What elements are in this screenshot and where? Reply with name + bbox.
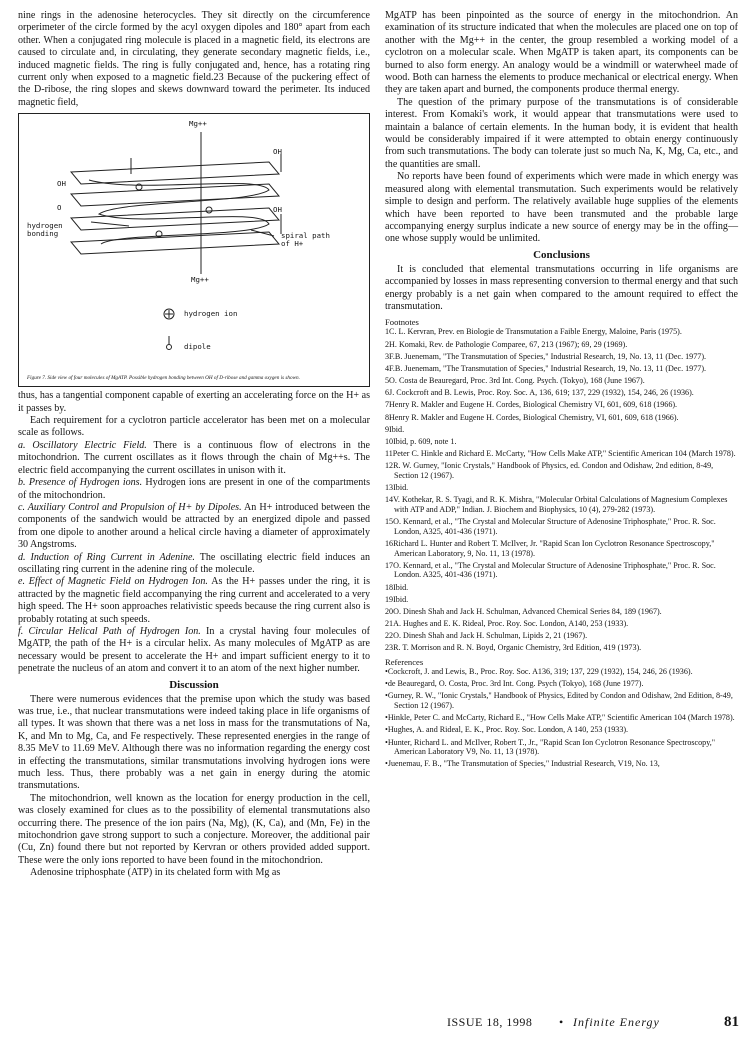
list-item <box>18 477 370 502</box>
list-item <box>18 576 370 626</box>
footnote: 9Ibid. <box>385 424 405 434</box>
reference: •Juenemau, F. B., "The Transmutation of Species," Industrial Research, V19, No. 13, <box>385 759 660 769</box>
footnote: 11Peter C. Hinkle and Richard E. McCarty, "How Cells Make ATP," Scientific American 104 (March 1978). <box>385 449 736 459</box>
list-item <box>18 552 370 577</box>
figure-7 <box>18 113 370 387</box>
figure-label-o: O <box>57 203 62 213</box>
page-number: 81 <box>724 1014 739 1030</box>
footnote: 16Richard L. Hunter and Robert T. McIlver, Jr. "Rapid Scan Ion Cyclotron Resonance Spectroscopy," American Laboratory, 9, No. 11, 13 (1978). <box>385 538 715 558</box>
paragraph: thus, has a tangential component capable of exerting an accelerating force on the H+ as it passes by. <box>18 390 370 414</box>
paragraph: MgATP has been pinpointed as the source of energy in the mitochondrion. An examination of its structure indicated that when the molecules are placed one on top of another with the Mg++ in the center, the group resembled a working model of a cyclotron on a molecular scale. When MgATP is taken apart, its components can be burned to also form energy. An analogy would be a windmill or waterwheel made of wood. Both can harness the elements to produce mechanical or electrical energy. When they are taken apart and burned, the components produce thermal energy. <box>385 10 738 96</box>
reference: •Gurney, R. W., "Ionic Crystals," Handbook of Physics, Edited by Condon and Odishaw, 2nd Edition, 8-49, Section 12 (1967). <box>385 691 733 710</box>
footnote: 18Ibid. <box>385 582 409 592</box>
footnote: 17O. Kennard, et al., "The Crystal and Molecular Structure of Adenosine Triphosphate," Proc. R. Soc. London. A325, 401-436 (1971). <box>385 560 716 580</box>
figure-caption: Figure 7. Side view of four molecules of MgATP. Possible hydrogen bonding between OH of D-ribose and gamma oxygen is shown. <box>27 374 300 381</box>
list-item <box>18 626 370 676</box>
legend-hydrogen-ion: hydrogen ion <box>184 309 238 319</box>
footnote: 10Ibid, p. 609, note 1. <box>385 437 457 447</box>
paragraph: It is concluded that elemental transmutations occurring in life organisms are accompanied by losses in mass representing conversion to thermal energy and that such energy probably is a net gain when compared to the amount required to effect the transmutation. <box>385 263 738 312</box>
footnote: 22O. Dinesh Shah and Jack H. Schulman, Lipids 2, 21 (1967). <box>385 631 588 641</box>
list-item-heading: d. Induction of Ring Current in Adenine. <box>18 551 195 563</box>
list-item-heading: a. Oscillatory Electric Field. <box>18 439 147 451</box>
paragraph: The mitochondrion, well known as the location for energy production in the cell, was closely examined for clues as to the possibility of elemental transmutations also occurring there. The presence of the ion pairs (Na, Mg), (K, Ca), and (Mn, Fe) in the mitochondrion gave strong support to such a conjecture. Moreover, the additional pair (Cu, Zn) found there but not reported by Kervran or others provided added support. These were the only ions reported to have been found in the mitochondrion. <box>18 792 370 866</box>
list-item-heading: b. Presence of Hydrogen ions. <box>18 477 143 489</box>
figure-label-oh: OH <box>57 179 66 189</box>
footnote: 5O. Costa de Beauregard, Proc. 3rd Int. Cong. Psych. (Tokyo), 168 (June 1967). <box>385 376 645 386</box>
list-item-body: There is a continuous flow of electrons in the mitochondrion. The current oscillates as it flows through the chain of Mg++s. The electric field accompanying the current oscillates in unison with it. <box>18 439 370 476</box>
magazine-title: Infinite Energy <box>573 1015 660 1029</box>
list-item-heading: f. Circular Helical Path of Hydrogen Ion. <box>18 625 201 637</box>
reference: •Hunter, Richard L. and McIlver, Robert T., Jr., "Rapid Scan Ion Cyclotron Resonance Spectroscopy," American Laboratory V9, No. 11, 13 (1978). <box>385 737 716 757</box>
reference: •de Beauregard, O. Costa, Proc. 3rd Int. Cong. Psych (Tokyo), 168 (June 1977). <box>385 679 644 689</box>
footnote: 8Henry R. Makler and Eugene H. Cordes, Biological Chemistry, VI, 601, 609, 618 (1966). <box>385 412 679 422</box>
figure-label-oh: OH <box>273 205 282 215</box>
figure-label-mg-top: Mg++ <box>189 119 207 129</box>
references-list <box>385 667 738 769</box>
footer-bullet: • <box>559 1015 564 1029</box>
list-item-body: In a crystal having four molecules of MgATP, the path of the H+ is a circular helix. As many molecules of MgATP as are necessary would be present to accelerate the H+ and impart sufficient energy to it to penetrate the nucleus of an atom and convert it to an atom of the next higher number. <box>18 625 370 675</box>
section-heading-discussion: Discussion <box>169 678 219 691</box>
figure-label-spiral-path: spiral path of H+ <box>281 231 330 249</box>
reference: •Hinkle, Peter C. and McCarty, Richard E., "How Cells Make ATP," Scientific American 104 (March 1978). <box>385 713 735 723</box>
paragraph: Adenosine triphosphate (ATP) in its chelated form with Mg as <box>30 867 281 879</box>
list-item-heading: e. Effect of Magnetic Field on Hydrogen Ion. <box>18 576 208 588</box>
list-item <box>18 440 370 477</box>
figure-label-hydrogen-bonding: hydrogen bonding <box>27 221 63 239</box>
footnote: 7Henry R. Makler and Eugene H. Cordes, Biological Chemistry VI, 601, 609, 618 (1966). <box>385 400 678 410</box>
list-item-body: As the H+ passes under the ring, it is attracted by the magnetic field accompanying the ring current and accelerated to a very high speed. The H+ soon approaches relativistic speeds because the ring current also is probably rotating at such speeds. <box>18 576 370 625</box>
issue-label: ISSUE 18, 1998 <box>447 1015 533 1029</box>
left-column <box>18 10 370 880</box>
legend-dipole: dipole <box>184 342 211 352</box>
footnotes-heading: Footnotes <box>385 317 419 328</box>
footnote: 3F.B. Juenemam, "The Transmutation of Species," Industrial Research, 19, No. 13, 11 (Dec. 1977). <box>385 351 707 361</box>
figure-label-mg-bottom: Mg++ <box>191 275 209 285</box>
paragraph: There were numerous evidences that the premise upon which the study was based was true, i.e., that nuclear transmutations were indeed taking place in life organisms of all types. It was shown that there was a net loss in mass for the transmutations of Na, K, and Mn to Mg, Ca, and Fe respectively. These represented energies in the range of 8.35 MeV to 11.69 MeV. Although there was no information regarding the energy cost in effecting the transmutations, similar transmutations involving hydrogen ions were much less. Thus, there probably was a net gain in energy during the atomic transmutations. <box>18 693 370 792</box>
paragraph: Each requirement for a cyclotron particle accelerator has been met on a molecular scale as follows. <box>18 415 370 439</box>
footnote: 14V. Kothekar, R. S. Tyagi, and R. K. Mishra, "Molecular Orbital Calculations of Magnesium Complexes with ATP and ADP," Indian. J. Biochem and Biophysics, 10 (4), 279-282 (1973). <box>385 495 728 514</box>
footnote: 1C. L. Kervran, Prev. en Biologie de Transmutation a Faible Energy, Maloine, Paris (1975). <box>385 327 682 337</box>
footnote: 6J. Cockcroft and B. Lewis, Proc. Roy. Soc. A, 136, 619; 137, 229 (1932), 154, 246, 26 (1936). <box>385 388 694 398</box>
reference: •Hughes, A. and Rideal, E. K., Proc. Roy. Soc. London, A 140, 253 (1933). <box>385 725 629 735</box>
paragraph: The question of the primary purpose of the transmutations is of considerable interest. From Komaki's work, it would appear that transmutations were used to maintain a balance of certain elements. In the human body, it is evident that health would be considerably impaired if it were attempted to obtain energy continuously from such transmutations. The body can tolerate just so much Na, K, Mg, Ca, etc., and the quantities are small. <box>385 96 738 170</box>
footnote: 12R. W. Gurney, "Ionic Crystals," Handbook of Physics, ed. Condon and Odishaw, 2nd edition, 8-49, Section 12 (1967). <box>385 461 714 480</box>
footnotes-list <box>385 327 738 653</box>
list-item-body: Hydrogen ions are present in one of the compartments of the mitochondrion. <box>18 477 370 501</box>
footnote: 2H. Komaki, Rev. de Pathologie Comparee, 67, 213 (1967); 69, 29 (1969). <box>385 339 628 349</box>
references-heading: References <box>385 657 424 668</box>
list-item <box>18 502 370 552</box>
paragraph: No reports have been found of experiments which were made in which energy was measured along with elemental transmutation. Such experiments would be relatively simple to design and perform. The relatively available huge supplies of the elements which have been reported to have been transmuted and the probable large accompanying energy surplus indicate a new source of energy may be in the offing—one whose supply would be unlimited. <box>385 171 738 245</box>
figure-label-oh: OH <box>273 147 282 157</box>
right-column <box>385 10 738 772</box>
footnote: 15O. Kennard, et al., "The Crystal and Molecular Structure of Adenosine Triphosphate," Proc. R. Soc. London, A325, 401-436 (1971). <box>385 517 716 536</box>
list-item-body: The oscillating electric field induces an oscillating ring current in the adenine ring of the molecule. <box>18 551 370 575</box>
footnote: 4F.B. Juenemam, "The Transmutation of Species," Industrial Research, 19, No. 13, 11 (Dec. 1977). <box>385 363 707 373</box>
footnote: 21A. Hughes and E. K. Rideal, Proc. Roy. Soc. London, A140, 253 (1933). <box>385 619 629 629</box>
paragraph: nine rings in the adenosine heterocycles. They sit directly on the circumference orperimeter of the circle formed by the acyl oxygen dipoles and 180° apart from each other. When a conjugated ring molecule is placed in a magnetic field, its electrons are caused to circulate and, in circulating, they generate secondary magnetic fields, i.e., induced magnetic fields. The ring is fully conjugated and, hence, has a rotating ring current only when exposed to a magnetic field.23 Because of the puckering effect of the D-ribose, the ring slopes and skews downward toward the perimeter. Its induced magnetic field, <box>18 10 370 108</box>
footnote: 23R. T. Morrison and R. N. Boyd, Organic Chemistry, 3rd Edition, 419 (1973). <box>385 643 642 653</box>
list-item-body: An H+ introduced between the components of the sandwich would be attracted by an energized dipole and passed from one dipole to another around a helical circle having a diameter of approximately 30 Angstroms. <box>18 501 370 551</box>
footnote: 20O. Dinesh Shah and Jack H. Schulman, Advanced Chemical Series 84, 189 (1967). <box>385 606 662 616</box>
footnote: 19Ibid. <box>385 594 409 604</box>
section-heading-conclusions: Conclusions <box>533 248 590 261</box>
list-item-heading: c. Auxiliary Control and Propulsion of H+ by Dipoles. <box>18 501 242 513</box>
reference: •Cockcroft, J. and Lewis, B., Proc. Roy. Soc. A136, 319; 137, 229 (1932), 154, 246, 26 (1936). <box>385 667 693 677</box>
footnote: 13Ibid. <box>385 483 409 493</box>
